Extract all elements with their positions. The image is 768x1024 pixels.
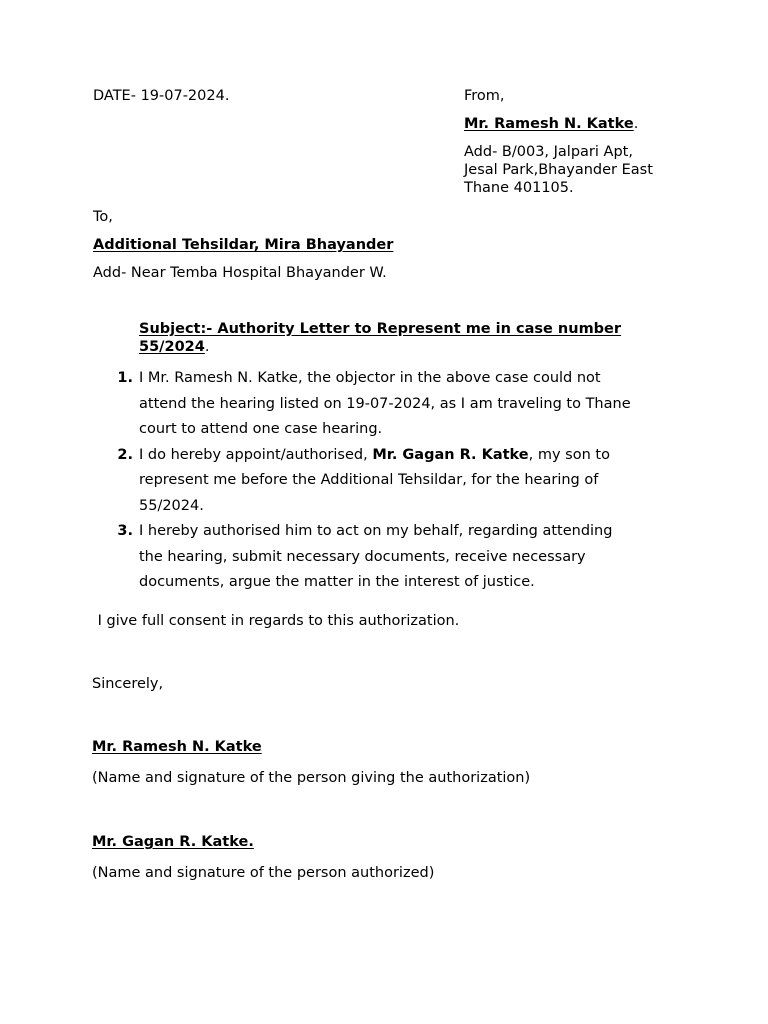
- list-item: [100, 366, 680, 443]
- letter-date: DATE- 19-07-2024.: [93, 88, 230, 104]
- subject-punct: .: [204, 339, 210, 355]
- sender-address-line: Jesal Park,Bhayander East: [464, 162, 653, 178]
- sender-name-line: [464, 115, 638, 133]
- signatory-caption-authorized: (Name and signature of the person authorized): [92, 865, 435, 881]
- list-item: [100, 443, 680, 520]
- list-item-number: 3.: [117, 523, 133, 539]
- sender-name: Mr. Ramesh N. Katke: [464, 116, 634, 132]
- list-item-line: documents, argue the matter in the interest of justice.: [139, 574, 535, 590]
- consent-statement: I give full consent in regards to this authorization.: [93, 613, 460, 629]
- list-item-number: 1.: [117, 370, 133, 386]
- appointee-name: Mr. Gagan R. Katke: [372, 446, 529, 463]
- list-item-number: 2.: [117, 446, 133, 463]
- list-item-text: [139, 366, 680, 443]
- to-label: To,: [93, 209, 113, 225]
- list-item: [100, 519, 680, 596]
- sender-address: [464, 143, 684, 197]
- list-item-line: the hearing, submit necessary documents, receive necessary: [139, 548, 586, 565]
- recipient-address: Add- Near Temba Hospital Bhayander W.: [93, 265, 387, 281]
- sender-name-punct: .: [633, 116, 639, 132]
- list-item-text-segment: I do hereby appoint/authorised,: [139, 446, 373, 463]
- list-item-line: attend the hearing listed on 19-07-2024, as I am traveling to Thane: [139, 395, 631, 412]
- sender-address-line: Add- B/003, Jalpari Apt,: [464, 144, 633, 160]
- list-item-line: [139, 443, 680, 469]
- list-item-text: [139, 443, 680, 520]
- list-item-text-segment: , my son to: [528, 446, 610, 463]
- list-item-text: [139, 519, 680, 596]
- sender-address-line: Thane 401105.: [464, 180, 574, 196]
- list-item-line: I Mr. Ramesh N. Katke, the objector in the above case could not: [139, 370, 601, 386]
- signatory-name-authorized: Mr. Gagan R. Katke.: [92, 834, 254, 850]
- list-item-line: court to attend one case hearing.: [139, 421, 383, 437]
- signatory-caption-authorizer: (Name and signature of the person giving the authorization): [92, 770, 531, 786]
- list-item-line: 55/2024.: [139, 497, 204, 514]
- signatory-name-authorizer: Mr. Ramesh N. Katke: [92, 739, 262, 755]
- list-item-line: represent me before the Additional Tehsildar, for the hearing of: [139, 472, 599, 488]
- recipient-title: Additional Tehsildar, Mira Bhayander: [93, 237, 394, 253]
- subject-line: [139, 320, 679, 356]
- from-label: From,: [464, 88, 505, 104]
- closing: Sincerely,: [92, 676, 164, 692]
- list-item-line: I hereby authorised him to act on my behalf, regarding attending: [139, 523, 613, 539]
- subject-text: Subject:- Authority Letter to Represent me in case number 55/2024: [139, 321, 622, 355]
- points-list: [100, 366, 680, 596]
